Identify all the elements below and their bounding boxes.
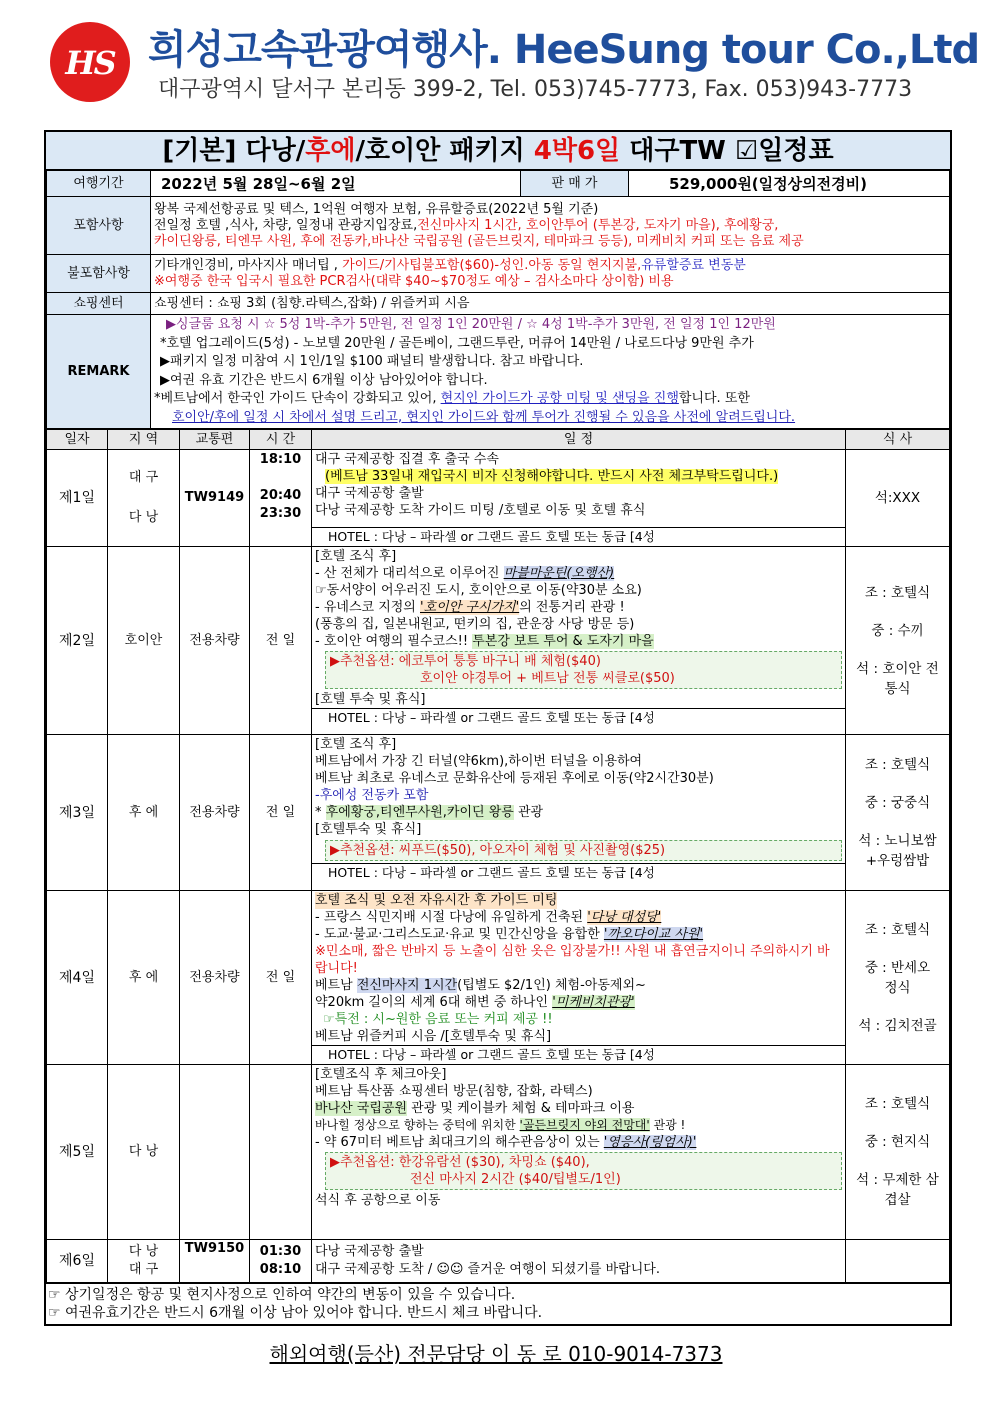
shopping-value: 쇼핑센터 : 쇼핑 3회 (침향.라텍스,잡화) / 위즐커피 시음 xyxy=(151,293,950,315)
day-label: 제1일 xyxy=(47,450,108,547)
page-title: [기본] 다낭/후에/호이안 패키지 4박6일 대구TW ☑일정표 xyxy=(46,132,950,170)
meals: 조 : 호텔식 중 : 수끼 석 : 호이안 전통식 xyxy=(846,547,950,735)
day-4-row xyxy=(47,891,950,1065)
meals: 석:XXX xyxy=(846,450,950,547)
recommended-option: ▶추천옵션: 한강유람선 ($30), 차밍쇼 ($40), 전신 마사지 2시간 ($40/팁별도/1인) xyxy=(325,1152,842,1190)
day-label: 제2일 xyxy=(47,547,108,735)
itinerary-document xyxy=(44,130,952,1326)
flight-number: TW9150 xyxy=(180,1240,250,1283)
included-items: 왕복 국제선항공료 및 텍스, 1억원 여행자 보험, 유류할증료(2022년 5월 기준) 전일정 호텔 ,식사, 차량, 일정내 관광지입장료,전신마사지 1시간, 호이안투어 (투본강, 도자기 마을), 후에황궁, 카이딘왕릉, 티엔무 사원, 후에 전동카,바나산 국립공원 (골든브릿지, 테마파크 등등), 미케비치 커피 또는 음료 제공 xyxy=(151,197,950,255)
day-label: 제6일 xyxy=(47,1240,108,1283)
time xyxy=(250,1065,312,1240)
period-value: 2022년 5월 28일~6월 2일 xyxy=(151,171,521,197)
day-1-row xyxy=(47,450,950,547)
col-time: 시 간 xyxy=(250,430,312,450)
price-value: 529,000원(일정상의전경비) xyxy=(629,171,950,197)
schedule-detail: [호텔 조식 후] - 산 전체가 대리석으로 이루어진 마블마운틴(오행산) ☞동서양이 어우러진 도시, 호이안으로 이동(약30분 소요) - 유네스코 지정의 '호이안 구시가지'의 전통거리 관광 ! (풍흥의 집, 일본내원교, 떤키의 집, 관운장 사당 방문 등) - 호이안 여행의 필수코스!! 투본강 보트 투어 & 도자기 마을 ▶추천옵션: 에코투어 퉁퉁 바구니 배 체험($40) 호이안 야경투어 + 베트남 전통 씨클로($50) [호텔 투숙 및 휴식] HOTEL : 다낭 – 파라셀 or 그랜드 골드 호텔 또는 동급 [4성 xyxy=(312,547,846,735)
transport: 전용차량 xyxy=(180,547,250,735)
schedule-detail: [호텔조식 후 체크아웃] 베트남 특산품 쇼핑센터 방문(침향, 잡화, 라텍스) 바나산 국립공원 관광 및 케이블카 체험 & 테마파크 이용 바나힐 정상으로 향하는 중턱에 위치한 '골든브릿지 야외 전망대' 관광 ! - 약 67미터 베트남 최대크기의 해수관음상이 있는 '영응사(링엄사)' ▶추천옵션: 한강유람선 ($30), 차밍쇼 ($40), 전신 마사지 2시간 ($40/팁별도/1인) 석식 후 공항으로 이동 xyxy=(312,1065,846,1240)
region: 대 구 다 낭 xyxy=(108,450,180,547)
transport: 전용차량 xyxy=(180,891,250,1065)
time: 전 일 xyxy=(250,547,312,735)
region: 호이안 xyxy=(108,547,180,735)
remark-notes: ▶싱글룸 요청 시 ☆ 5성 1박-추가 5만원, 전 일정 1인 20만원 / ☆ 4성 1박-추가 3만원, 전 일정 1인 12만원 *호텔 업그레이드(5성) - 노보텔 20만원 / 골든베이, 그랜드투란, 머큐어 14만원 / 나로드다낭 9만원 추가 ▶패키지 일정 미참여 시 1인/1일 $100 패널티 발생합니다. 참고 바랍니다. ▶여권 유효 기간은 반드시 6개월 이상 남아있어야 합니다. *베트남에서 한국인 가이드 단속이 강화되고 있어, 현지인 가이드가 공항 미팅 및 샌딩을 진행합니다. 또한 호이안/후에 일정 시 차에서 설명 드리고, 현지인 가이드와 함께 투어가 진행될 수 있음을 사전에 알려드립니다. xyxy=(151,315,950,429)
company-name: 희성고속관광여행사. HeeSung tour Co.,Ltd xyxy=(148,27,980,73)
price-label: 판 매 가 xyxy=(521,171,629,197)
times: 18:10 20:40 23:30 xyxy=(250,450,312,547)
col-meals: 식 사 xyxy=(846,430,950,450)
schedule-detail: 대구 국제공항 집결 후 출국 수속 (베트남 33일내 재입국시 비자 신청해야합니다. 반드시 사전 체크부탁드립니다.) 대구 국제공항 출발 다낭 국제공항 도착 가이드 미팅 /호텔로 이동 및 호텔 휴식 HOTEL : 다낭 – 파라셀 or 그랜드 골드 호텔 또는 동급 [4성 xyxy=(312,450,846,547)
times: 01:30 08:10 xyxy=(250,1240,312,1283)
schedule-detail: 호텔 조식 및 오전 자유시간 후 가이드 미팅 - 프랑스 식민지배 시절 다낭에 유일하게 건축된 '다낭 대성당' - 도교·불교·그리스도교·유교 및 민간신앙을 융합한 '까오다이교 사원' ※민소매, 짧은 반바지 등 노출이 심한 옷은 입장불가!! 사원 내 흡연금지이니 주의하시기 바랍니다! 베트남 전신마사지 1시간(팁별도 $2/1인) 체험-아동제외~ 약20km 길이의 세계 6대 해변 중 하나인 '미케비치관광' ☞특전 : 시~원한 음료 또는 커피 제공 !! 베트남 위즐커피 시음 /[호텔투숙 및 휴식] HOTEL : 다낭 – 파라셀 or 그랜드 골드 호텔 또는 동급 [4성 xyxy=(312,891,846,1065)
col-transport: 교통편 xyxy=(180,430,250,450)
meals: 조 : 호텔식 중 : 현지식 석 : 무제한 삼겹살 xyxy=(846,1065,950,1240)
shopping-label: 쇼핑센터 xyxy=(47,293,151,315)
recommended-option: ▶추천옵션: 에코투어 퉁퉁 바구니 배 체험($40) 호이안 야경투어 + 베트남 전통 씨클로($50) xyxy=(325,651,842,689)
company-address: 대구광역시 달서구 본리동 399-2, Tel. 053)745-7773, Fax. 053)943-7773 xyxy=(158,77,913,102)
company-logo: HS xyxy=(50,22,130,102)
day-2-row xyxy=(47,547,950,735)
day-5-row xyxy=(47,1065,950,1240)
remark-label: REMARK xyxy=(47,315,151,429)
meals xyxy=(846,1240,950,1283)
meals: 조 : 호텔식 중 : 반세오정식 석 : 김치전골 xyxy=(846,891,950,1065)
region: 후 에 xyxy=(108,735,180,891)
flight-number: TW9149 xyxy=(180,450,250,547)
col-region: 지 역 xyxy=(108,430,180,450)
notes: ☞ 상기일정은 항공 및 현지사정으로 인하여 약간의 변동이 있을 수 있습니다. ☞ 여권유효기간은 반드시 6개월 이상 남아 있어야 합니다. 반드시 체크 바랍니다. xyxy=(46,1283,950,1324)
day-6-row xyxy=(47,1240,950,1283)
day-3-row xyxy=(47,735,950,891)
time: 전 일 xyxy=(250,735,312,891)
col-day: 일자 xyxy=(47,430,108,450)
region: 후 에 xyxy=(108,891,180,1065)
schedule-detail: 다낭 국제공항 출발 대구 국제공항 도착 / ☺☺ 즐거운 여행이 되셨기를 바랍니다. xyxy=(312,1240,846,1283)
schedule-table xyxy=(46,429,950,1283)
contact-line: 해외여행(등산) 전문담당 이 동 로 010-9014-7373 xyxy=(269,1342,723,1366)
time: 전 일 xyxy=(250,891,312,1065)
info-table xyxy=(46,170,950,429)
recommended-option: ▶추천옵션: 씨푸드($50), 아오자이 체험 및 사진촬영($25) xyxy=(325,840,842,861)
excluded-label: 불포함사항 xyxy=(47,255,151,293)
transport xyxy=(180,1065,250,1240)
schedule-detail: [호텔 조식 후] 베트남에서 가장 긴 터널(약6km),하이번 터널을 이용하여 베트남 최초로 유네스코 문화유산에 등재된 후에로 이동(약2시간30분) -후에성 전동카 포함 * 후에황궁,티엔무사원,카이딘 왕릉 관광 [호텔투숙 및 휴식] ▶추천옵션: 씨푸드($50), 아오자이 체험 및 사진촬영($25) HOTEL : 다낭 – 파라셀 or 그랜드 골드 호텔 또는 동급 [4성 xyxy=(312,735,846,891)
day-label: 제3일 xyxy=(47,735,108,891)
period-label: 여행기간 xyxy=(47,171,151,197)
company-header xyxy=(40,12,980,117)
day-label: 제5일 xyxy=(47,1065,108,1240)
meals: 조 : 호텔식 중 : 궁중식 석 : 노니보쌈 +우렁쌈밥 xyxy=(846,735,950,891)
region: 다 낭 xyxy=(108,1065,180,1240)
excluded-items: 기타개인경비, 마사지사 매너팁 , 가이드/기사팁불포함($60)-성인.아동 동일 현지지불,유류할증료 변동분 ※여행중 한국 입국시 필요한 PCR검사(대략 $40~$70정도 예상 – 검사소마다 상이함) 비용 xyxy=(151,255,950,293)
col-schedule: 일 정 xyxy=(312,430,846,450)
region: 다 낭 대 구 xyxy=(108,1240,180,1283)
included-label: 포함사항 xyxy=(47,197,151,255)
transport: 전용차량 xyxy=(180,735,250,891)
day-label: 제4일 xyxy=(47,891,108,1065)
